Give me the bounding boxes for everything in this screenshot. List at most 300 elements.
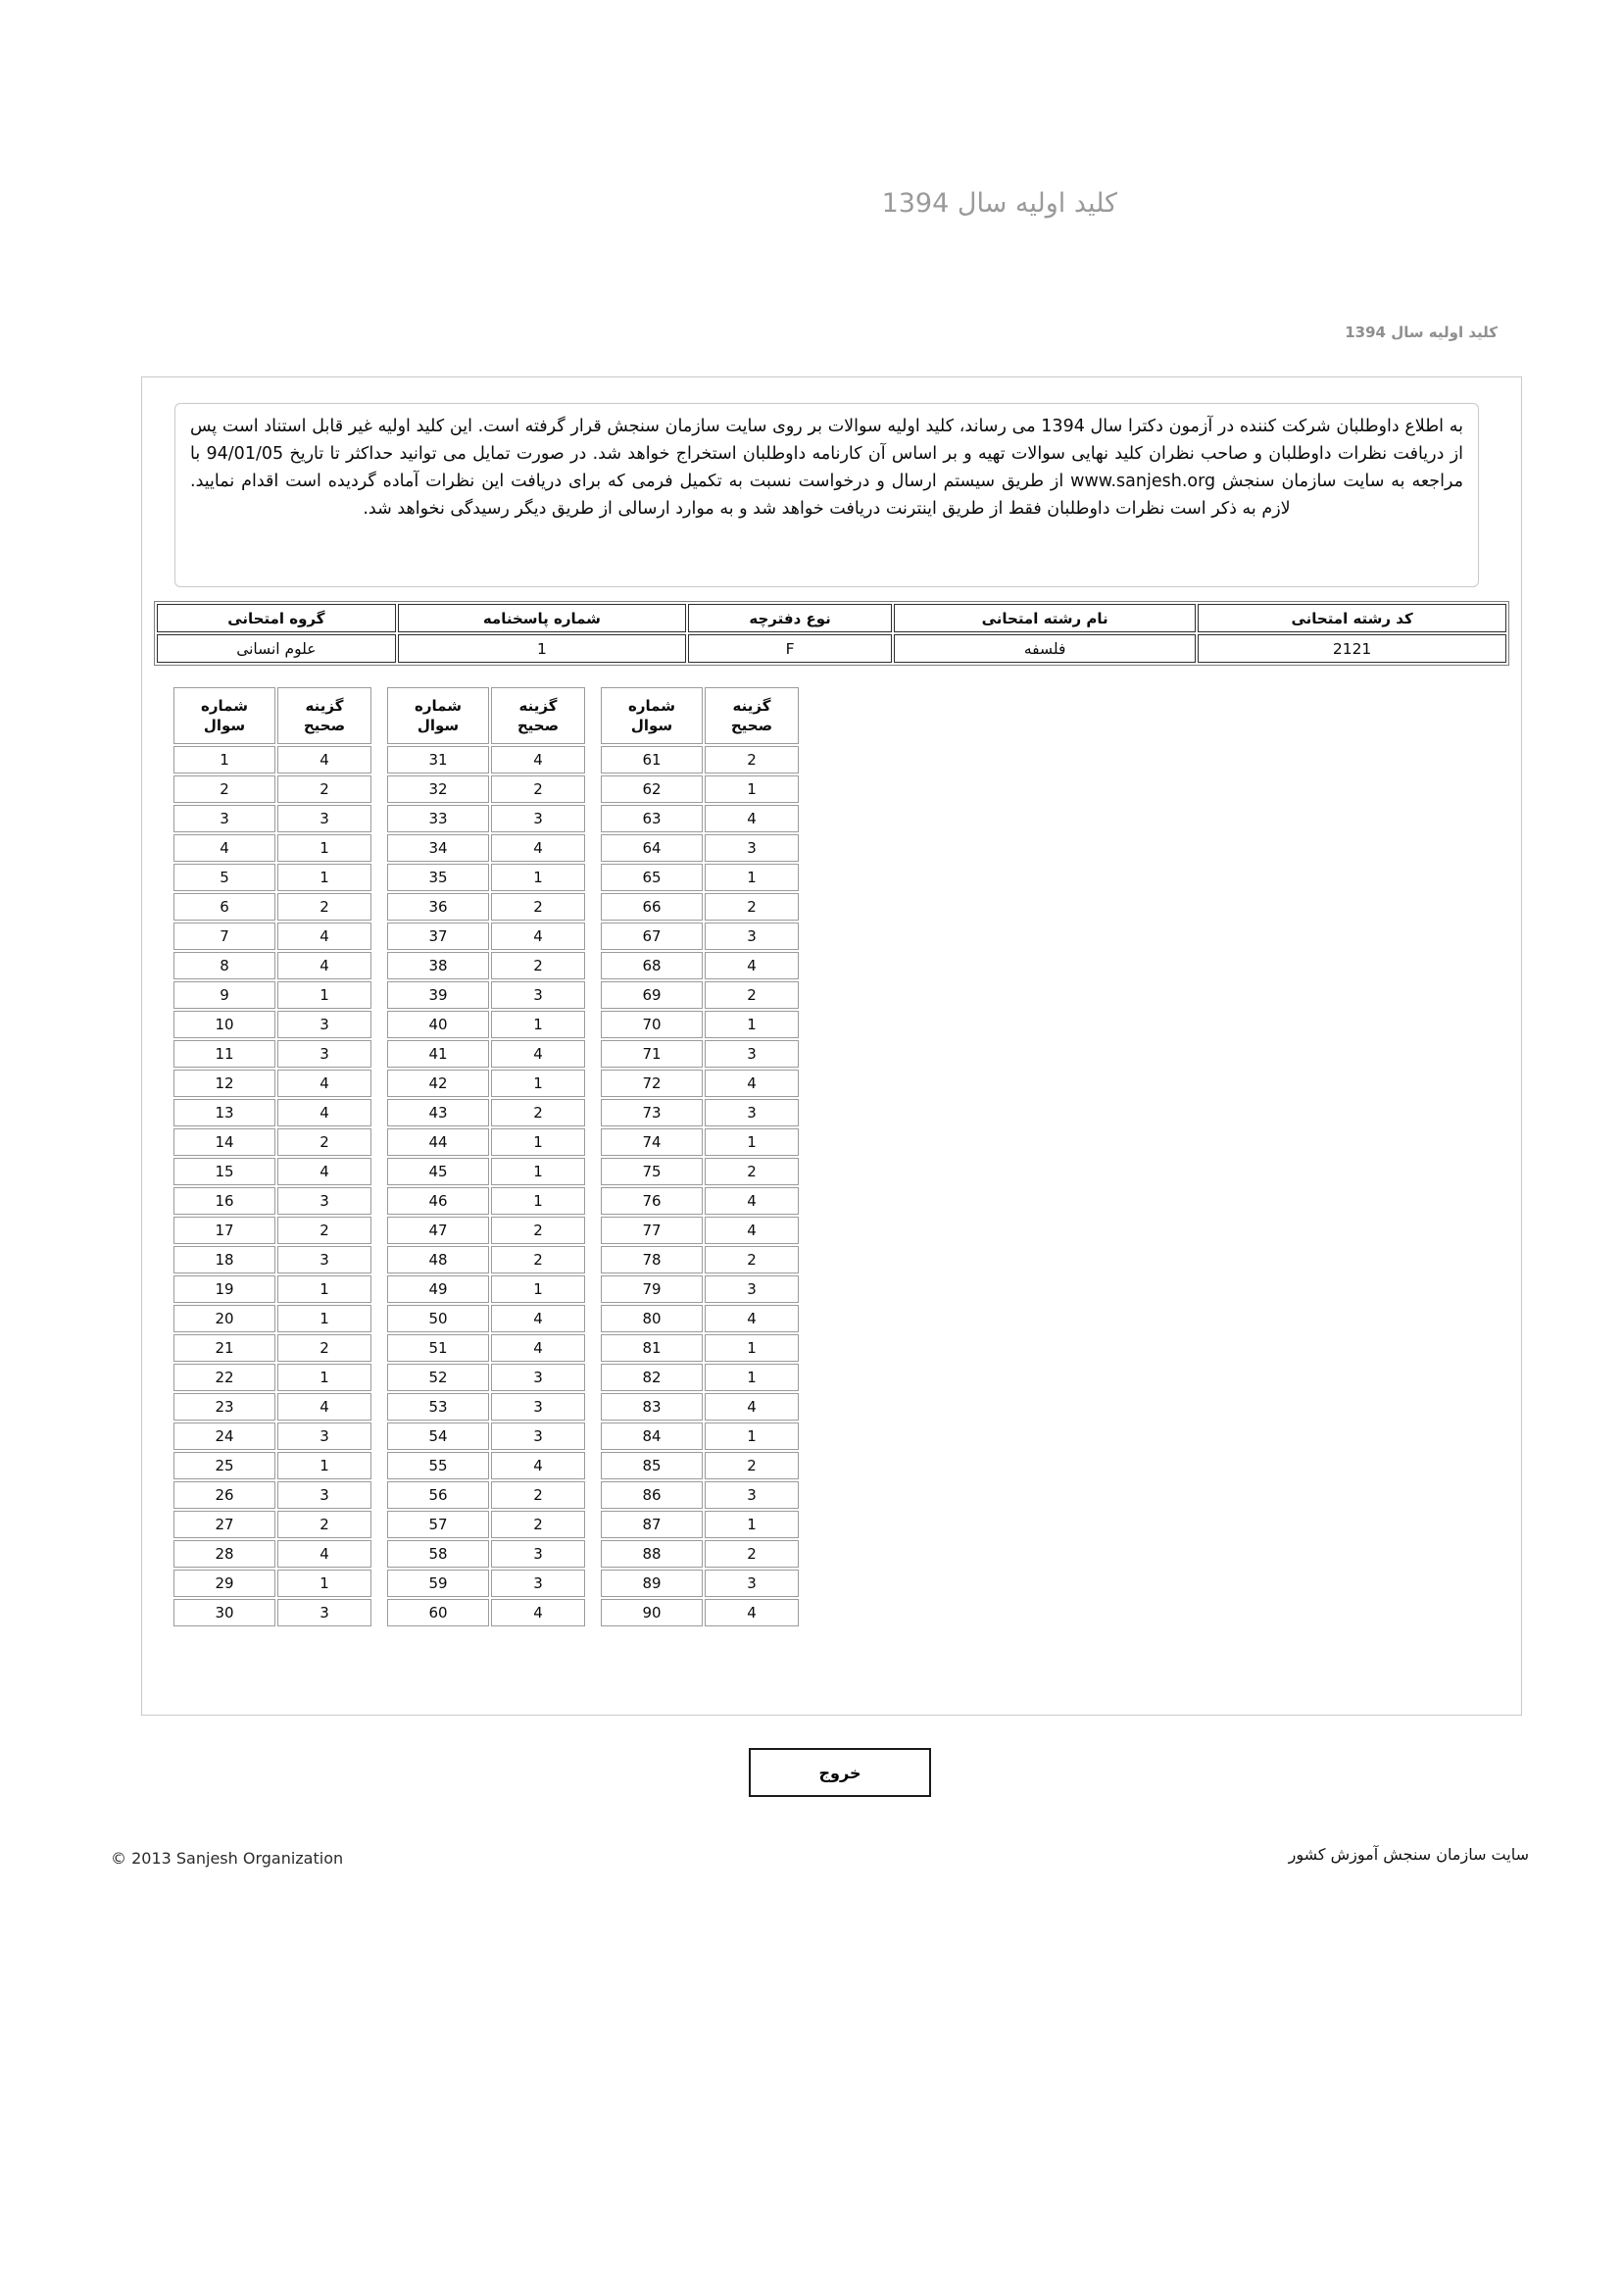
question-number-header: شماره سوال [601, 687, 703, 744]
question-number-cell: 46 [387, 1187, 489, 1215]
question-number-cell: 68 [601, 952, 703, 979]
question-number-cell: 63 [601, 805, 703, 832]
answer-key-table-1 [172, 685, 373, 1628]
answer-row [173, 1187, 371, 1215]
question-number-cell: 19 [173, 1275, 275, 1303]
question-number-cell: 29 [173, 1570, 275, 1597]
correct-option-cell: 3 [705, 1570, 799, 1597]
answer-row [387, 1011, 585, 1038]
correct-option-cell: 2 [491, 893, 585, 921]
correct-option-cell: 3 [491, 1570, 585, 1597]
info-header-booklet-type: نوع دفترچه [688, 604, 892, 632]
answer-row [387, 1128, 585, 1156]
question-number-cell: 38 [387, 952, 489, 979]
question-number-cell: 26 [173, 1481, 275, 1509]
correct-option-header: گزینه صحیح [705, 687, 799, 744]
correct-option-cell: 2 [705, 981, 799, 1009]
question-number-cell: 89 [601, 1570, 703, 1597]
question-number-cell: 53 [387, 1393, 489, 1421]
correct-option-cell: 1 [277, 864, 371, 891]
answer-row [387, 1511, 585, 1538]
question-number-cell: 27 [173, 1511, 275, 1538]
correct-option-cell: 3 [491, 1364, 585, 1391]
answer-row [173, 1040, 371, 1068]
correct-option-cell: 3 [277, 1246, 371, 1273]
answer-row [601, 864, 799, 891]
answer-row [601, 1452, 799, 1479]
exam-info-value-row [157, 634, 1506, 663]
question-number-cell: 50 [387, 1305, 489, 1332]
answer-row [601, 1011, 799, 1038]
answer-row [387, 1393, 585, 1421]
answer-row [173, 1217, 371, 1244]
answer-row [173, 1158, 371, 1185]
question-number-cell: 44 [387, 1128, 489, 1156]
question-number-cell: 52 [387, 1364, 489, 1391]
correct-option-cell: 2 [491, 1217, 585, 1244]
answer-row [387, 981, 585, 1009]
answer-row [601, 1070, 799, 1097]
answer-row [387, 1364, 585, 1391]
question-number-cell: 17 [173, 1217, 275, 1244]
answer-row [601, 1275, 799, 1303]
question-number-cell: 85 [601, 1452, 703, 1479]
question-number-cell: 48 [387, 1246, 489, 1273]
question-number-cell: 6 [173, 893, 275, 921]
answer-row [601, 1423, 799, 1450]
question-number-cell: 12 [173, 1070, 275, 1097]
section-title: کلید اولیه سال 1394 [1345, 324, 1498, 341]
answer-row [601, 1305, 799, 1332]
correct-option-cell: 3 [277, 1040, 371, 1068]
question-number-cell: 18 [173, 1246, 275, 1273]
answer-header-row [173, 687, 371, 744]
answer-row [173, 1011, 371, 1038]
main-panel [141, 376, 1522, 1716]
question-number-cell: 37 [387, 923, 489, 950]
answer-row [387, 1540, 585, 1568]
answer-row [601, 1040, 799, 1068]
info-value-sheet-number: 1 [398, 634, 686, 663]
question-number-cell: 24 [173, 1423, 275, 1450]
answer-row [173, 805, 371, 832]
correct-option-cell: 1 [277, 1275, 371, 1303]
question-number-cell: 39 [387, 981, 489, 1009]
answer-row [601, 1599, 799, 1626]
correct-option-cell: 2 [277, 1511, 371, 1538]
question-number-cell: 71 [601, 1040, 703, 1068]
answer-row [387, 746, 585, 774]
info-header-sheet-number: شماره پاسخنامه [398, 604, 686, 632]
question-number-cell: 5 [173, 864, 275, 891]
answer-header-row [387, 687, 585, 744]
correct-option-cell: 1 [277, 1570, 371, 1597]
answer-row [601, 746, 799, 774]
question-number-cell: 67 [601, 923, 703, 950]
answer-row [601, 1570, 799, 1597]
correct-option-cell: 4 [705, 805, 799, 832]
question-number-cell: 3 [173, 805, 275, 832]
question-number-cell: 22 [173, 1364, 275, 1391]
question-number-cell: 72 [601, 1070, 703, 1097]
correct-option-cell: 3 [277, 1011, 371, 1038]
answer-row [173, 1423, 371, 1450]
correct-option-cell: 1 [705, 1011, 799, 1038]
question-number-cell: 1 [173, 746, 275, 774]
info-header-exam-code: کد رشته امتحانی [1198, 604, 1506, 632]
answer-row [601, 1128, 799, 1156]
question-number-cell: 42 [387, 1070, 489, 1097]
question-number-cell: 60 [387, 1599, 489, 1626]
correct-option-cell: 3 [491, 1540, 585, 1568]
correct-option-cell: 4 [277, 1158, 371, 1185]
exam-info-table [154, 601, 1509, 666]
question-number-cell: 33 [387, 805, 489, 832]
answer-row [601, 1364, 799, 1391]
info-header-exam-group: گروه امتحانی [157, 604, 396, 632]
answer-row [387, 864, 585, 891]
correct-option-cell: 2 [491, 775, 585, 803]
correct-option-cell: 4 [277, 1393, 371, 1421]
info-value-exam-code: 2121 [1198, 634, 1506, 663]
correct-option-cell: 3 [491, 1393, 585, 1421]
answer-row [173, 834, 371, 862]
correct-option-cell: 3 [705, 834, 799, 862]
correct-option-cell: 2 [705, 746, 799, 774]
correct-option-cell: 2 [491, 1099, 585, 1126]
correct-option-cell: 1 [491, 864, 585, 891]
question-number-cell: 56 [387, 1481, 489, 1509]
correct-option-cell: 2 [705, 893, 799, 921]
answer-row [173, 1452, 371, 1479]
correct-option-cell: 2 [277, 1334, 371, 1362]
correct-option-cell: 4 [705, 1187, 799, 1215]
question-number-cell: 81 [601, 1334, 703, 1362]
answer-row [601, 981, 799, 1009]
correct-option-cell: 1 [491, 1275, 585, 1303]
correct-option-cell: 3 [705, 1040, 799, 1068]
answer-row [173, 1540, 371, 1568]
question-number-cell: 82 [601, 1364, 703, 1391]
info-value-booklet-type: F [688, 634, 892, 663]
correct-option-cell: 4 [491, 1334, 585, 1362]
correct-option-header: گزینه صحیح [491, 687, 585, 744]
answer-row [387, 1275, 585, 1303]
info-value-exam-group: علوم انسانی [157, 634, 396, 663]
answer-row [173, 1570, 371, 1597]
question-number-cell: 77 [601, 1217, 703, 1244]
correct-option-cell: 4 [705, 1070, 799, 1097]
correct-option-cell: 1 [491, 1158, 585, 1185]
correct-option-cell: 4 [705, 1599, 799, 1626]
answer-row [173, 1481, 371, 1509]
correct-option-cell: 4 [491, 746, 585, 774]
answer-row [173, 1364, 371, 1391]
question-number-cell: 59 [387, 1570, 489, 1597]
correct-option-cell: 2 [705, 1158, 799, 1185]
question-number-cell: 9 [173, 981, 275, 1009]
correct-option-cell: 1 [491, 1070, 585, 1097]
correct-option-cell: 4 [491, 1305, 585, 1332]
answer-row [173, 1128, 371, 1156]
answer-key-tables [172, 685, 1521, 1628]
site-name-text: سایت سازمان سنجش آموزش کشور [1288, 1845, 1529, 1864]
correct-option-cell: 3 [491, 805, 585, 832]
answer-row [601, 805, 799, 832]
answer-row [173, 1275, 371, 1303]
answer-row [173, 923, 371, 950]
answer-row [387, 923, 585, 950]
answer-row [601, 1217, 799, 1244]
answer-row [387, 1217, 585, 1244]
answer-row [173, 775, 371, 803]
correct-option-cell: 1 [705, 864, 799, 891]
correct-option-cell: 2 [705, 1452, 799, 1479]
exam-info-header-row [157, 604, 1506, 632]
answer-row [173, 1511, 371, 1538]
question-number-header: شماره سوال [173, 687, 275, 744]
question-number-cell: 70 [601, 1011, 703, 1038]
correct-option-cell: 4 [491, 923, 585, 950]
correct-option-cell: 2 [491, 952, 585, 979]
question-number-cell: 65 [601, 864, 703, 891]
question-number-cell: 66 [601, 893, 703, 921]
question-number-cell: 10 [173, 1011, 275, 1038]
answer-row [601, 1187, 799, 1215]
exit-button[interactable]: خروج [749, 1748, 931, 1797]
answer-key-table-2 [385, 685, 587, 1628]
correct-option-cell: 3 [277, 1599, 371, 1626]
correct-option-cell: 2 [277, 1217, 371, 1244]
question-number-cell: 62 [601, 775, 703, 803]
correct-option-cell: 4 [705, 952, 799, 979]
correct-option-cell: 3 [277, 1423, 371, 1450]
question-number-cell: 8 [173, 952, 275, 979]
correct-option-cell: 3 [705, 923, 799, 950]
correct-option-cell: 1 [491, 1187, 585, 1215]
correct-option-cell: 4 [705, 1305, 799, 1332]
question-number-cell: 58 [387, 1540, 489, 1568]
notice-text: به اطلاع داوطلبان شرکت کننده در آزمون دکترا سال 1394 می رساند، کلید اولیه سوالات بر روی سایت سازمان سنجش قرار گرفته است. این کلید اولیه غیر قابل استناد است پس از دریافت نظرات داوطلبان و صاحب نظران کلید نهایی سوالات تهیه و بر اساس آن کارنامه داوطلبان استخراج خواهد شد. در صورت تمایل می توانید حداکثر تا تاریخ 94/01/05 با مراجعه به سایت سازمان سنجش www.sanjesh.org از طریق سیستم ارسال و درخواست نسبت به تکمیل فرمی که برای دریافت این نظرات آماده گردیده است اقدام نمایید. لازم به ذکر است نظرات داوطلبان فقط از طریق اینترنت دریافت خواهد شد و به موارد ارسالی از طریق دیگر رسیدگی نخواهد شد. [174, 403, 1479, 587]
question-number-cell: 16 [173, 1187, 275, 1215]
correct-option-cell: 2 [491, 1481, 585, 1509]
correct-option-cell: 1 [705, 1364, 799, 1391]
correct-option-cell: 1 [705, 1423, 799, 1450]
correct-option-cell: 1 [277, 1452, 371, 1479]
correct-option-cell: 1 [705, 1334, 799, 1362]
question-number-cell: 69 [601, 981, 703, 1009]
correct-option-cell: 1 [277, 1364, 371, 1391]
correct-option-cell: 4 [705, 1393, 799, 1421]
answer-row [173, 1305, 371, 1332]
answer-row [387, 1570, 585, 1597]
answer-row [387, 834, 585, 862]
answer-row [601, 1158, 799, 1185]
answer-row [601, 893, 799, 921]
info-value-field-name: فلسفه [894, 634, 1196, 663]
correct-option-cell: 4 [491, 1452, 585, 1479]
question-number-header: شماره سوال [387, 687, 489, 744]
correct-option-cell: 3 [277, 805, 371, 832]
correct-option-cell: 4 [277, 952, 371, 979]
answer-row [173, 1099, 371, 1126]
correct-option-cell: 1 [277, 1305, 371, 1332]
answer-row [387, 805, 585, 832]
question-number-cell: 51 [387, 1334, 489, 1362]
question-number-cell: 61 [601, 746, 703, 774]
correct-option-cell: 4 [491, 1599, 585, 1626]
question-number-cell: 90 [601, 1599, 703, 1626]
question-number-cell: 76 [601, 1187, 703, 1215]
correct-option-cell: 4 [277, 1070, 371, 1097]
answer-row [601, 1511, 799, 1538]
answer-row [601, 1099, 799, 1126]
question-number-cell: 80 [601, 1305, 703, 1332]
correct-option-cell: 2 [491, 1511, 585, 1538]
answer-row [387, 1334, 585, 1362]
answer-row [387, 1305, 585, 1332]
correct-option-cell: 4 [491, 834, 585, 862]
copyright-text: © 2013 Sanjesh Organization [111, 1849, 344, 1868]
question-number-cell: 45 [387, 1158, 489, 1185]
question-number-cell: 7 [173, 923, 275, 950]
answer-row [601, 1246, 799, 1273]
question-number-cell: 57 [387, 1511, 489, 1538]
question-number-cell: 4 [173, 834, 275, 862]
question-number-cell: 43 [387, 1099, 489, 1126]
page-title: کلید اولیه سال 1394 [881, 188, 1117, 219]
question-number-cell: 47 [387, 1217, 489, 1244]
question-number-cell: 32 [387, 775, 489, 803]
correct-option-cell: 3 [491, 1423, 585, 1450]
question-number-cell: 36 [387, 893, 489, 921]
question-number-cell: 55 [387, 1452, 489, 1479]
answer-row [387, 1158, 585, 1185]
answer-row [173, 952, 371, 979]
answer-row [601, 952, 799, 979]
answer-row [387, 1040, 585, 1068]
question-number-cell: 11 [173, 1040, 275, 1068]
correct-option-cell: 2 [277, 893, 371, 921]
question-number-cell: 34 [387, 834, 489, 862]
answer-row [601, 923, 799, 950]
correct-option-cell: 3 [705, 1481, 799, 1509]
answer-row [387, 1599, 585, 1626]
answer-row [173, 893, 371, 921]
answer-row [387, 1423, 585, 1450]
question-number-cell: 35 [387, 864, 489, 891]
correct-option-cell: 3 [277, 1481, 371, 1509]
info-header-field-name: نام رشته امتحانی [894, 604, 1196, 632]
answer-key-table-3 [599, 685, 801, 1628]
correct-option-cell: 1 [277, 981, 371, 1009]
correct-option-cell: 1 [491, 1128, 585, 1156]
answer-row [601, 1334, 799, 1362]
answer-row [387, 952, 585, 979]
answer-row [387, 775, 585, 803]
answer-row [173, 1599, 371, 1626]
correct-option-cell: 2 [277, 775, 371, 803]
correct-option-cell: 4 [277, 1540, 371, 1568]
question-number-cell: 79 [601, 1275, 703, 1303]
answer-row [387, 1246, 585, 1273]
correct-option-cell: 1 [705, 1128, 799, 1156]
answer-row [173, 1393, 371, 1421]
answer-row [601, 834, 799, 862]
correct-option-cell: 3 [705, 1275, 799, 1303]
answer-row [173, 1246, 371, 1273]
answer-row [601, 1481, 799, 1509]
question-number-cell: 88 [601, 1540, 703, 1568]
question-number-cell: 14 [173, 1128, 275, 1156]
answer-row [387, 893, 585, 921]
answer-row [601, 1393, 799, 1421]
answer-row [173, 1334, 371, 1362]
correct-option-cell: 1 [491, 1011, 585, 1038]
answer-row [387, 1070, 585, 1097]
correct-option-cell: 4 [705, 1217, 799, 1244]
question-number-cell: 40 [387, 1011, 489, 1038]
correct-option-cell: 1 [277, 834, 371, 862]
correct-option-cell: 4 [277, 923, 371, 950]
question-number-cell: 41 [387, 1040, 489, 1068]
question-number-cell: 23 [173, 1393, 275, 1421]
question-number-cell: 31 [387, 746, 489, 774]
answer-row [387, 1099, 585, 1126]
correct-option-cell: 1 [705, 775, 799, 803]
question-number-cell: 84 [601, 1423, 703, 1450]
question-number-cell: 30 [173, 1599, 275, 1626]
correct-option-cell: 4 [277, 1099, 371, 1126]
answer-row [601, 775, 799, 803]
question-number-cell: 28 [173, 1540, 275, 1568]
question-number-cell: 49 [387, 1275, 489, 1303]
correct-option-cell: 2 [705, 1540, 799, 1568]
correct-option-cell: 2 [491, 1246, 585, 1273]
question-number-cell: 21 [173, 1334, 275, 1362]
question-number-cell: 64 [601, 834, 703, 862]
correct-option-cell: 2 [277, 1128, 371, 1156]
correct-option-cell: 2 [705, 1246, 799, 1273]
correct-option-cell: 1 [705, 1511, 799, 1538]
answer-row [173, 1070, 371, 1097]
question-number-cell: 74 [601, 1128, 703, 1156]
correct-option-cell: 4 [277, 746, 371, 774]
answer-row [173, 864, 371, 891]
question-number-cell: 75 [601, 1158, 703, 1185]
answer-row [387, 1452, 585, 1479]
question-number-cell: 13 [173, 1099, 275, 1126]
answer-row [387, 1187, 585, 1215]
answer-row [173, 981, 371, 1009]
answer-header-row [601, 687, 799, 744]
question-number-cell: 86 [601, 1481, 703, 1509]
correct-option-header: گزینه صحیح [277, 687, 371, 744]
answer-row [173, 746, 371, 774]
question-number-cell: 20 [173, 1305, 275, 1332]
question-number-cell: 78 [601, 1246, 703, 1273]
answer-row [601, 1540, 799, 1568]
question-number-cell: 83 [601, 1393, 703, 1421]
correct-option-cell: 3 [705, 1099, 799, 1126]
correct-option-cell: 4 [491, 1040, 585, 1068]
correct-option-cell: 3 [277, 1187, 371, 1215]
question-number-cell: 54 [387, 1423, 489, 1450]
answer-row [387, 1481, 585, 1509]
correct-option-cell: 3 [491, 981, 585, 1009]
question-number-cell: 87 [601, 1511, 703, 1538]
question-number-cell: 15 [173, 1158, 275, 1185]
